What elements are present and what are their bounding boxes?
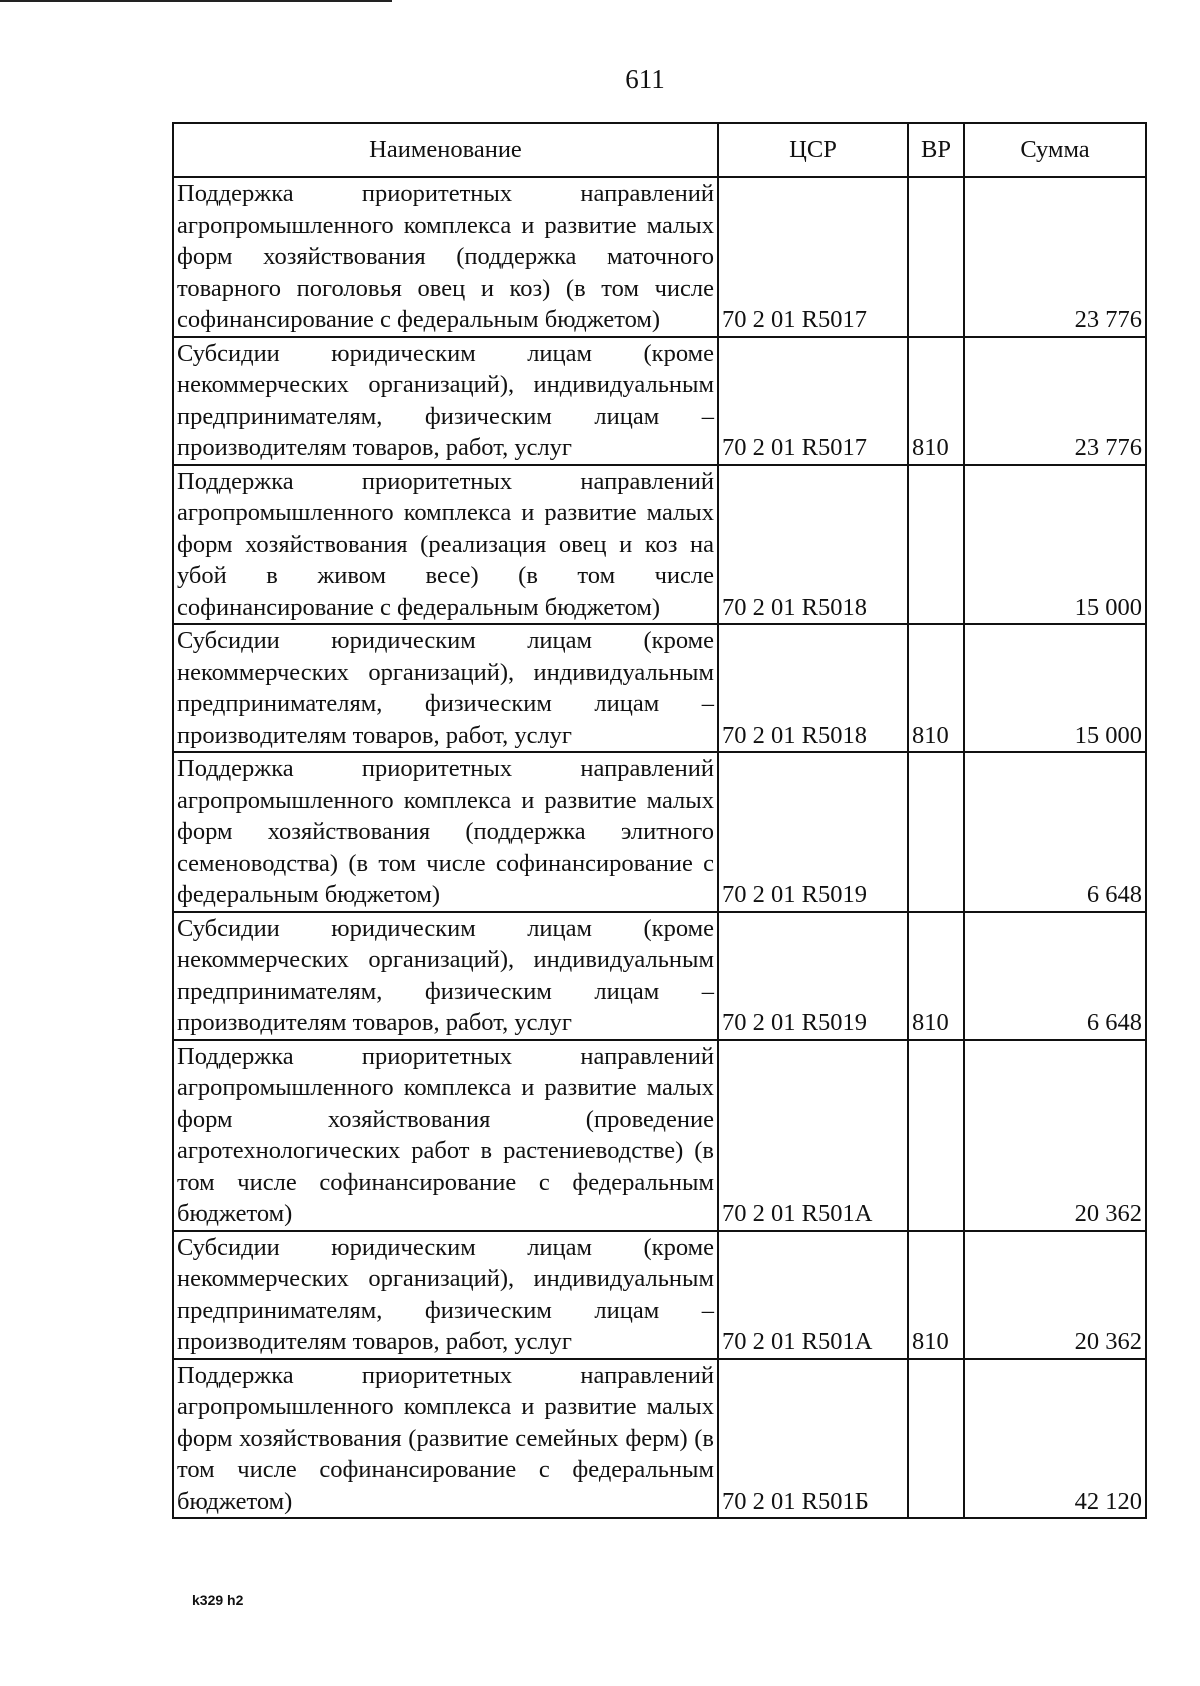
header-vr: ВР [908,123,964,177]
row-csr: 70 2 01 R501A [718,1231,908,1359]
row-name: Субсидии юридическим лицам (кроме некоммерческих организаций), индивидуальным предпринимателям, физическим лицам – производителям товаров, работ, услуг [173,624,718,752]
row-sum: 42 120 [964,1359,1146,1519]
row-vr [908,1040,964,1231]
budget-table [172,122,1147,1519]
row-sum: 6 648 [964,752,1146,912]
row-sum: 15 000 [964,624,1146,752]
row-sum: 23 776 [964,337,1146,465]
row-csr: 70 2 01 R5018 [718,624,908,752]
row-name: Поддержка приоритетных направлений агропромышленного комплекса и развитие малых форм хозяйствования (реализация овец и коз на убой в живом весе) (в том числе софинансирование с федеральным бюджетом) [173,465,718,625]
table-row [173,177,1146,337]
header-sum: Сумма [964,123,1146,177]
row-vr: 810 [908,912,964,1040]
row-csr: 70 2 01 R5017 [718,337,908,465]
row-vr: 810 [908,624,964,752]
row-name: Субсидии юридическим лицам (кроме некоммерческих организаций), индивидуальным предпринимателям, физическим лицам – производителям товаров, работ, услуг [173,912,718,1040]
row-csr: 70 2 01 R5019 [718,752,908,912]
row-sum: 23 776 [964,177,1146,337]
row-csr: 70 2 01 R5017 [718,177,908,337]
table-row [173,1359,1146,1519]
row-vr: 810 [908,337,964,465]
table-row [173,1231,1146,1359]
row-name: Субсидии юридическим лицам (кроме некоммерческих организаций), индивидуальным предпринимателям, физическим лицам – производителям товаров, работ, услуг [173,337,718,465]
row-sum: 6 648 [964,912,1146,1040]
table-row [173,337,1146,465]
header-name: Наименование [173,123,718,177]
row-csr: 70 2 01 R5019 [718,912,908,1040]
table-row [173,624,1146,752]
table-row [173,465,1146,625]
row-name: Поддержка приоритетных направлений агропромышленного комплекса и развитие малых форм хозяйствования (поддержка элитного семеноводства) (в том числе софинансирование с федеральным бюджетом) [173,752,718,912]
row-csr: 70 2 01 R501Б [718,1359,908,1519]
row-vr [908,177,964,337]
row-name: Поддержка приоритетных направлений агропромышленного комплекса и развитие малых форм хозяйствования (проведение агротехнологических работ в растениеводстве) (в том числе софинансирование с федеральным бюджетом) [173,1040,718,1231]
row-csr: 70 2 01 R501A [718,1040,908,1231]
row-sum: 20 362 [964,1231,1146,1359]
row-name: Субсидии юридическим лицам (кроме некоммерческих организаций), индивидуальным предпринимателям, физическим лицам – производителям товаров, работ, услуг [173,1231,718,1359]
table-row [173,752,1146,912]
row-vr [908,1359,964,1519]
row-vr [908,465,964,625]
footer-code: k329 h2 [192,1592,244,1608]
table-row [173,912,1146,1040]
table-header-row [173,123,1146,177]
row-name: Поддержка приоритетных направлений агропромышленного комплекса и развитие малых форм хозяйствования (развитие семейных ферм) (в том числе софинансирование с федеральным бюджетом) [173,1359,718,1519]
page-number: 611 [625,64,665,94]
table-row [173,1040,1146,1231]
top-rule [0,0,392,2]
row-sum: 20 362 [964,1040,1146,1231]
row-sum: 15 000 [964,465,1146,625]
row-vr [908,752,964,912]
header-csr: ЦСР [718,123,908,177]
row-csr: 70 2 01 R5018 [718,465,908,625]
row-name: Поддержка приоритетных направлений агропромышленного комплекса и развитие малых форм хозяйствования (поддержка маточного товарного поголовья овец и коз) (в том числе софинансирование с федеральным бюджетом) [173,177,718,337]
row-vr: 810 [908,1231,964,1359]
